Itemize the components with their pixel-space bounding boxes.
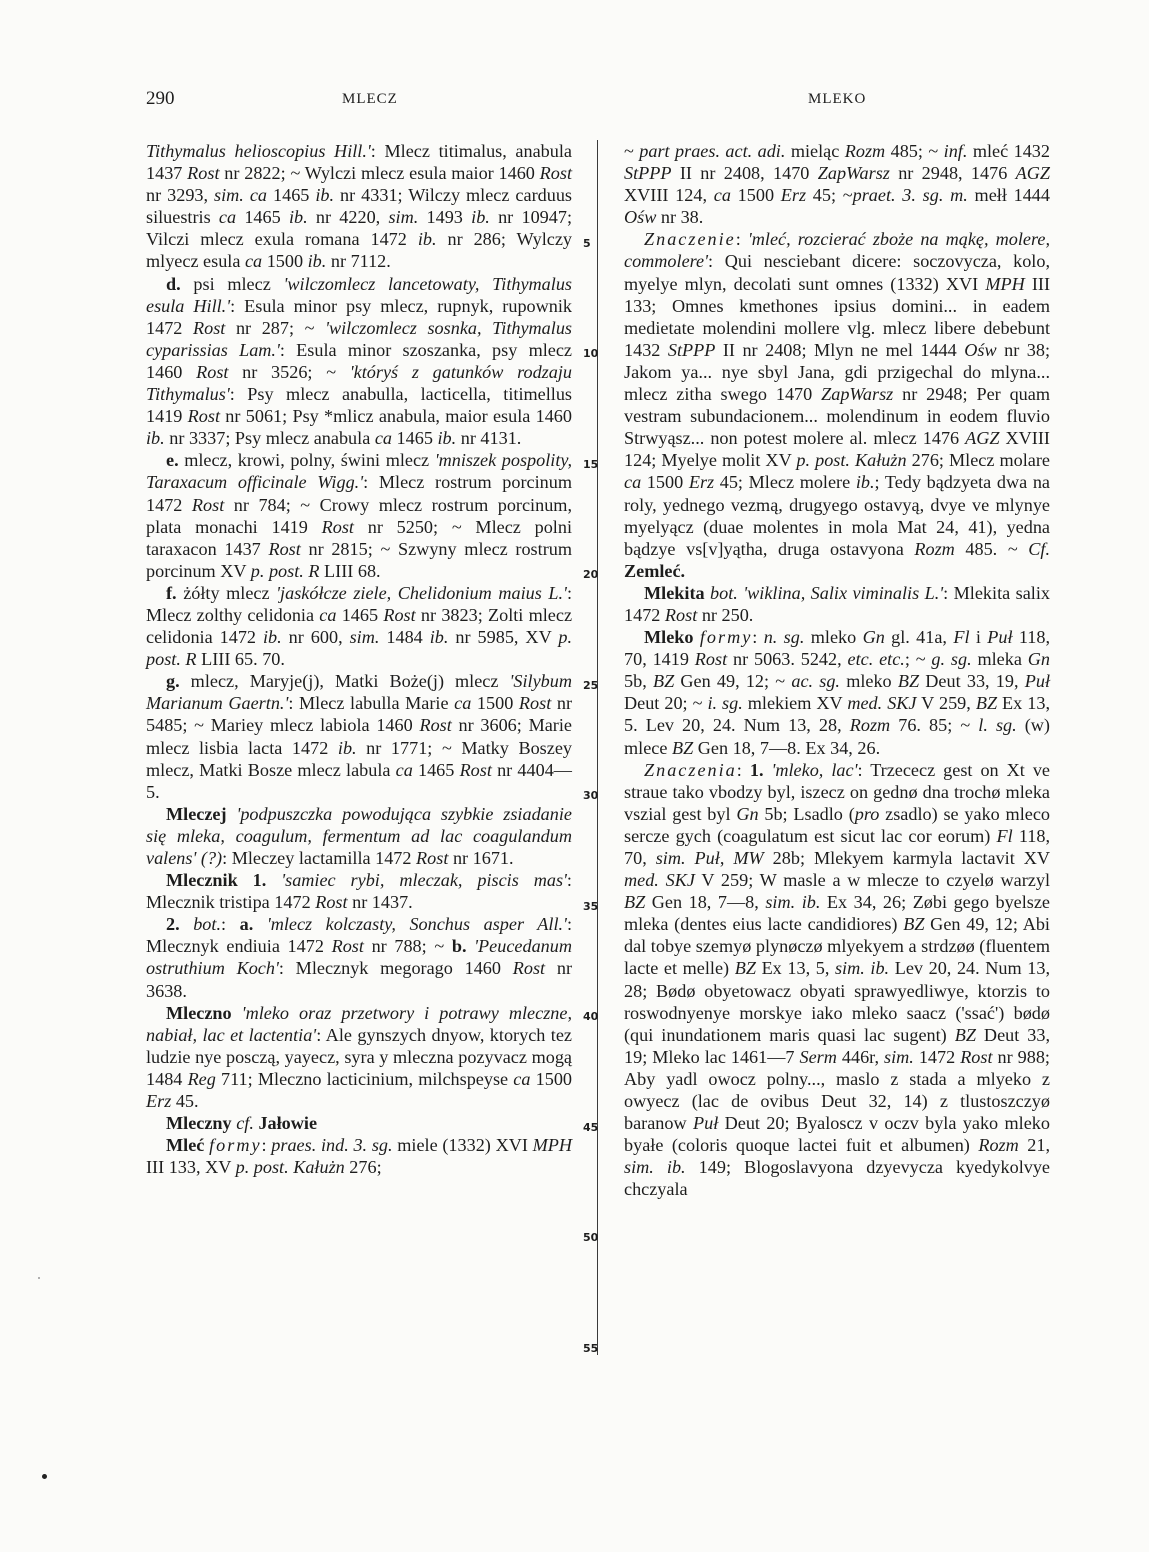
entry-paragraph: Mlecznik 1. 'samiec rybi, mleczak, piscis mas': Mlecznik tristipa 1472 Rost nr 1437. [146, 870, 572, 913]
page-number: 290 [146, 88, 175, 109]
right-column [624, 140, 1050, 1201]
line-number: 45 [583, 1121, 599, 1134]
entry-paragraph: ~ part praes. act. adi. mieląc Rozm 485; ~ inf. mleć 1432 StPPP II nr 2408, 1470 ZapWarsz nr 2948, 1476 AGZ XVIII 124, ca 1500 Erz 45; ~praet. 3. sg. m. mełł 1444 Ośw nr 38. [624, 141, 1051, 228]
entry-paragraph: f. żółty mlecz 'jaskółcze ziele, Chelidonium maius L.': Mlecz zolthy celidonia ca 1465 Rost nr 3823; Zolti mlecz celidonia 1472 ib. nr 600, sim. 1484 ib. nr 5985, XV p. post. R LIII 65. 70. [146, 582, 573, 670]
column-divider [597, 140, 598, 1355]
entry-paragraph: Mleć formy: praes. ind. 3. sg. miele (1332) XVI MPH III 133, XV p. post. Kałużn 276; [146, 1135, 573, 1178]
line-number: 20 [583, 568, 599, 581]
line-number: 25 [583, 679, 599, 692]
scan-speck [38, 1277, 40, 1279]
entry-paragraph: 2. bot.: a. 'mlecz kolczasty, Sonchus asper All.': Mlecznyk endiuia 1472 Rost nr 788; ~ b. 'Peucedanum ostruthium Koch': Mlecznyk megorago 1460 Rost nr 3638. [146, 914, 572, 1001]
right-running-head: MLEKO [808, 91, 867, 107]
line-number: 30 [583, 789, 599, 802]
line-number: 40 [583, 1010, 599, 1023]
left-running-head: MLECZ [342, 91, 398, 107]
line-number: 15 [583, 458, 599, 471]
scan-speck [42, 1474, 47, 1479]
entry-paragraph: d. psi mlecz 'wilczomlecz lancetowaty, Tithymalus esula Hill.': Esula minor psy mlecz, rupnyk, rupownik 1472 Rost nr 287; ~ 'wilczomlecz sosnka, Tithymalus cyparissias Lam.': Esula minor szoszanka, psy mlecz 1460 Rost nr 3526; ~ 'któryś z gatunków rodzaju Tithymalus': Psy mlecz anabulla, lacticella, titimellus 1419 Rost nr 5061; Psy *mlicz anabula, maior esula 1460 ib. nr 3337; Psy mlecz anabula ca 1465 ib. nr 4131. [146, 273, 573, 449]
entry-paragraph: Mleczej 'podpuszczka powodująca szybkie zsiadanie się mleka, coagulum, fermentum ad lac coagulandum valens' (?): Mleczey lactamilla 1472 Rost nr 1671. [146, 803, 572, 868]
line-number: 55 [583, 1342, 599, 1355]
line-number: 35 [583, 900, 599, 913]
line-number: 50 [583, 1231, 599, 1244]
entry-paragraph: Mlekita bot. 'wiklina, Salix viminalis L.': Mlekita salix 1472 Rost nr 250. [624, 582, 1050, 625]
entry-paragraph: Mleczno 'mleko oraz przetwory i potrawy mleczne, nabiał, lac et lactentia': Ale gynszych dnyow, ktorych tez ludzie nye posczą, yayecz, syra y mleczna pozyvacz mogą 1484 Reg 711; Mleczno lacticinium, milchspeyse ca 1500 Erz 45. [146, 1002, 573, 1112]
page-header [0, 88, 1149, 118]
entry-paragraph: Tithymalus helioscopius Hill.': Mlecz titimalus, anabula 1437 Rost nr 2822; ~ Wylczi mlecz esula maior 1460 Rost nr 3293, sim. ca 1465 ib. nr 4331; Wilczy mlecz carduus siluestris ca 1465 ib. nr 4220, sim. 1493 ib. nr 10947; Vilczi mlecz exula romana 1472 ib. nr 286; Wylczy mlyecz esula ca 1500 ib. nr 7112. [146, 141, 573, 272]
line-number: 10 [583, 347, 599, 360]
left-column [146, 140, 572, 1178]
entry-paragraph: Znaczenia: 1. 'mleko, lac': Trzececz gest on Xt ve straue tako vbodzy byl, iszecz on gednø dna trochø mleka vszial gest byl Gn 5b; Lsadlo (pro zsadlo) se yako mleco sercze gych (coagulatum est sicut lac cor eorum) Fl 118, 70, sim. Puł, MW 28b; Mlekyem karmyla lactavit XV med. SKJ V 259; W masle a w mlecze to czyelø warzyl BZ Gen 18, 7—8, sim. ib. Ex 34, 26; Zøbi gego byelsze mleka (dentes eius lacte candidiores) BZ Gen 49, 12; Abi dal tobye szemyø plynøczø mlyekyem a strdzøø (fluentem lacte et melle) BZ Ex 13, 5, sim. ib. Lev 20, 24. Num 13, 28; Bødø obyetowacz obyati sprawyedliwye, ktorzis to roswodnyenye morskye iako mleko saacz ('ssać') bødø (qui inundationem maris quasi lac sugent) BZ Deut 33, 19; Mleko lac 1461—7 Serm 446r, sim. 1472 Rost nr 988; Aby yadl owocz polny..., maslo z stada a mlyeko z owyecz (lac de ovibus Deut 32, 14) z tlustoszczyø baranow Puł Deut 20; Byaloscz v oczv byla yako mleko byałe (coloris quoque lactei fuit et albumen) Rozm 21, sim. ib. 149; Blogoslavyona dzyevycza kyedykolvye chczyala [624, 759, 1051, 1200]
entry-paragraph: Mleczny cf. Jałowie [166, 1113, 318, 1134]
entry-paragraph: Znaczenie: 'mleć, rozcierać zboże na mąkę, molere, commolere': Qui nesciebant dicere: soczovycza, kolo, myelye mlyn, decolati sunt omnes (1332) XVI MPH III 133; Omnes kmethones ipsius domini... in eadem medietate molendini mollere vlg. mlecz libere debebunt 1432 StPPP II nr 2408; Mlyn ne mel 1444 Ośw nr 38; Jakom ya... nye sbyl Jana, gdi przigechal do mlyna... mlecz zitha swego 1470 ZapWarsz nr 2948; Per quam vestram subundacionem... molendinum in eodem fluvio Strwyąsz... non potest molere al. mlecz 1476 AGZ XVIII 124; Myelye molit XV p. post. Kałużn 276; Mlecz molare ca 1500 Erz 45; Mlecz molere ib.; Tedy bądzyeta dwa na roly, yednego vezmą, drugyego ostavyą, dvye ve mlynye myelyącz (duae molentes in mola Mat 24, 41), yedna bądzye vs[v]yątha, druga ostavyona Rozm 485. ~ Cf. Zemleć. [624, 229, 1051, 581]
line-number: 5 [583, 237, 591, 250]
entry-paragraph: g. mlecz, Maryje(j), Matki Boże(j) mlecz 'Silybum Marianum Gaertn.': Mlecz labulla Marie ca 1500 Rost nr 5485; ~ Mariey mlecz labiola 1460 Rost nr 3606; Marie mlecz lisbia lacta 1472 ib. nr 1771; ~ Matky Boszey mlecz, Matki Bosze mlecz labula ca 1465 Rost nr 4404—5. [146, 671, 572, 802]
entry-paragraph: Mleko formy: n. sg. mleko Gn gl. 41a, Fl i Puł 118, 70, 1419 Rost nr 5063. 5242, etc. etc.; ~ g. sg. mleka Gn 5b, BZ Gen 49, 12; ~ ac. sg. mleko BZ Deut 33, 19, Puł Deut 20; ~ i. sg. mlekiem XV med. SKJ V 259, BZ Ex 13, 5. Lev 20, 24. Num 13, 28, Rozm 76. 85; ~ l. sg. (w) mlece BZ Gen 18, 7—8. Ex 34, 26. [624, 627, 1051, 758]
entry-paragraph: e. mlecz, krowi, polny, świni mlecz 'mniszek pospolity, Taraxacum officinale Wigg.': Mlecz rostrum porcinum 1472 Rost nr 784; ~ Crowy mlecz rostrum porcinum, plata monachi 1419 Rost nr 5250; ~ Mlecz polni taraxacon 1437 Rost nr 2815; ~ Szwyny mlecz rostrum porcinum XV p. post. R LIII 68. [146, 450, 572, 581]
